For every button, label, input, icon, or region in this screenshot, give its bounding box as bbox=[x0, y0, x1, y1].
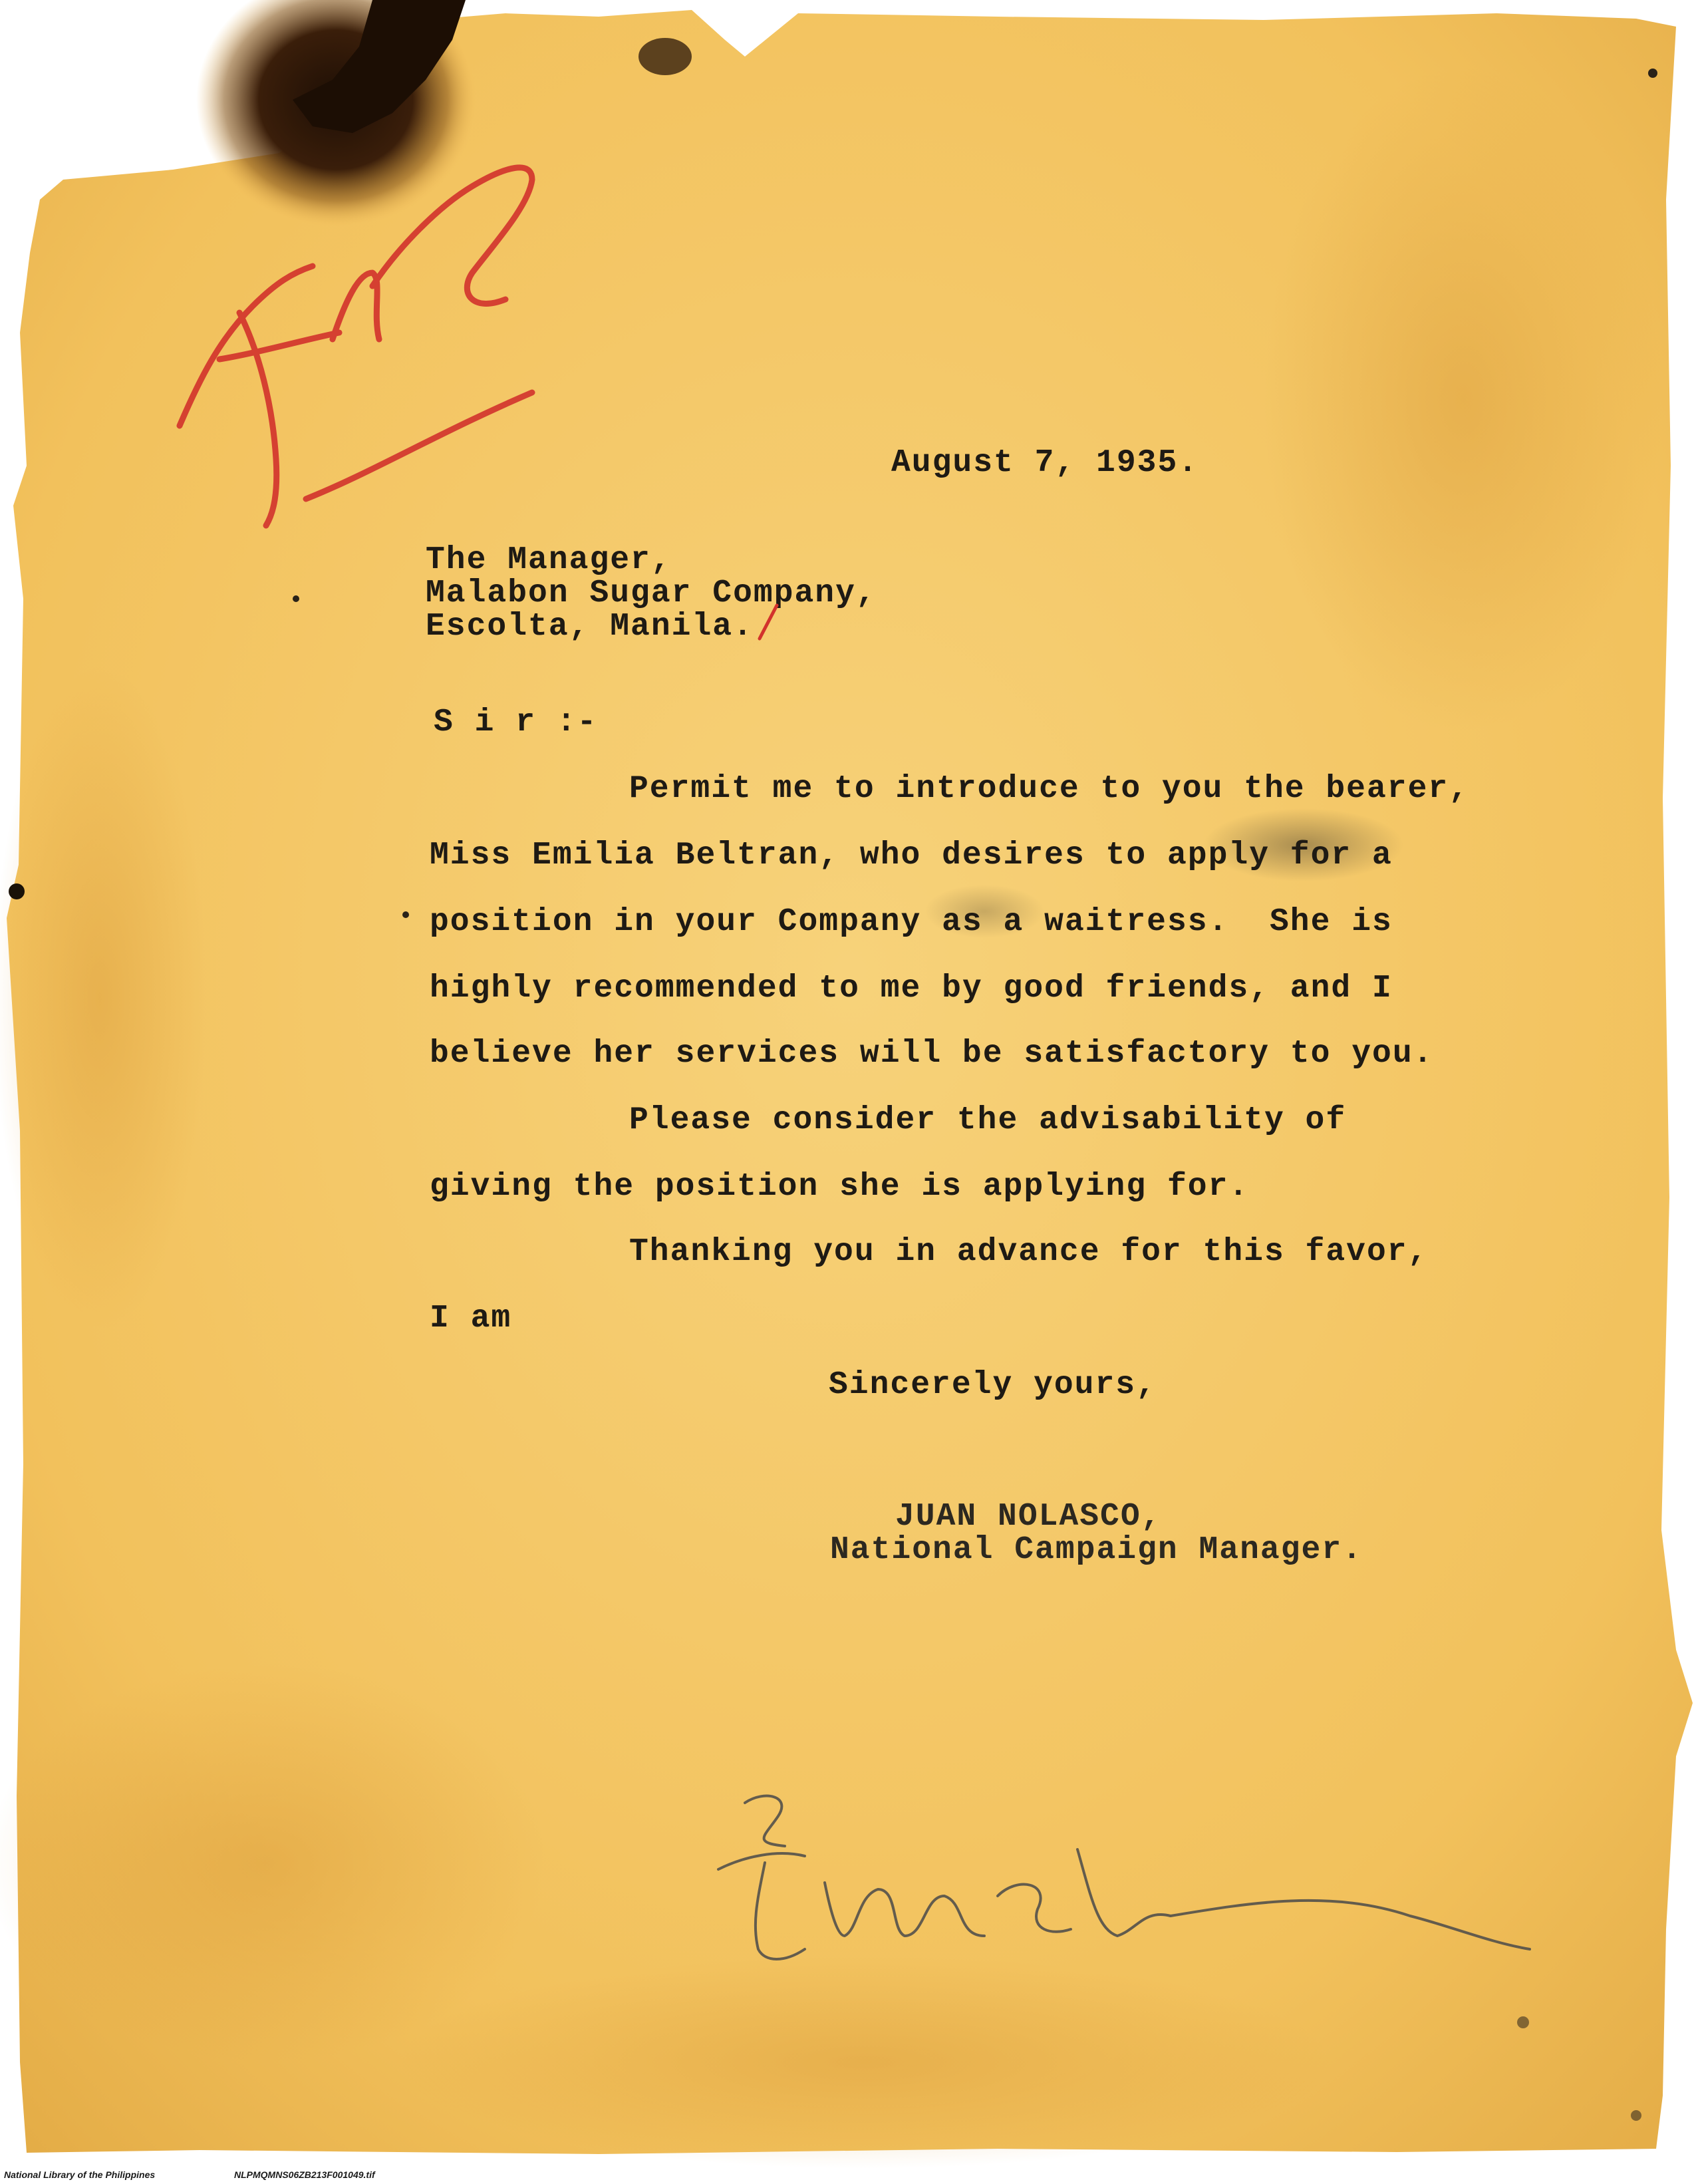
paper-speck bbox=[1631, 2110, 1641, 2121]
body-line: Please consider the advisability of bbox=[629, 1102, 1347, 1138]
paper-stain bbox=[1264, 67, 1663, 732]
closing: Sincerely yours, bbox=[829, 1367, 1157, 1403]
recipient-line-2: Malabon Sugar Company, bbox=[426, 575, 877, 611]
sender-name: JUAN NOLASCO, bbox=[895, 1499, 1162, 1535]
paper-stain bbox=[0, 1663, 545, 2062]
sender-title: National Campaign Manager. bbox=[830, 1532, 1363, 1568]
body-line: highly recommended to me by good friends, and I bbox=[430, 971, 1393, 1007]
body-line: Miss Emilia Beltran, who desires to apply for a bbox=[430, 838, 1393, 873]
body-line: Permit me to introduce to you the bearer, bbox=[629, 771, 1469, 807]
pencil-signature bbox=[705, 1783, 1543, 1996]
body-line: I am bbox=[430, 1301, 512, 1336]
body-line: position in your Company as a waitress. She is bbox=[430, 904, 1393, 940]
body-line: Thanking you in advance for this favor, bbox=[629, 1234, 1429, 1270]
body-line: giving the position she is applying for. bbox=[430, 1169, 1250, 1205]
salutation: S i r :- bbox=[434, 704, 598, 740]
paper-speck bbox=[1517, 2016, 1529, 2028]
paper-speck bbox=[293, 595, 299, 602]
burn-spot bbox=[638, 38, 692, 75]
body-line: believe her services will be satisfactory to you. bbox=[430, 1036, 1434, 1072]
red-check-mark bbox=[752, 599, 791, 645]
footer-file-id: NLPMQMNS06ZB213F001049.tif bbox=[234, 2169, 375, 2180]
letter-date: August 7, 1935. bbox=[891, 445, 1199, 481]
paper-speck bbox=[1648, 69, 1657, 78]
footer-library: National Library of the Philippines bbox=[4, 2169, 156, 2180]
recipient-line-3: Escolta, Manila. bbox=[426, 609, 754, 645]
paper-speck bbox=[9, 883, 25, 899]
paper-stain bbox=[0, 665, 206, 1330]
paper-speck bbox=[402, 911, 409, 918]
red-pencil-file-mark bbox=[160, 140, 585, 539]
recipient-line-1: The Manager, bbox=[426, 542, 672, 578]
